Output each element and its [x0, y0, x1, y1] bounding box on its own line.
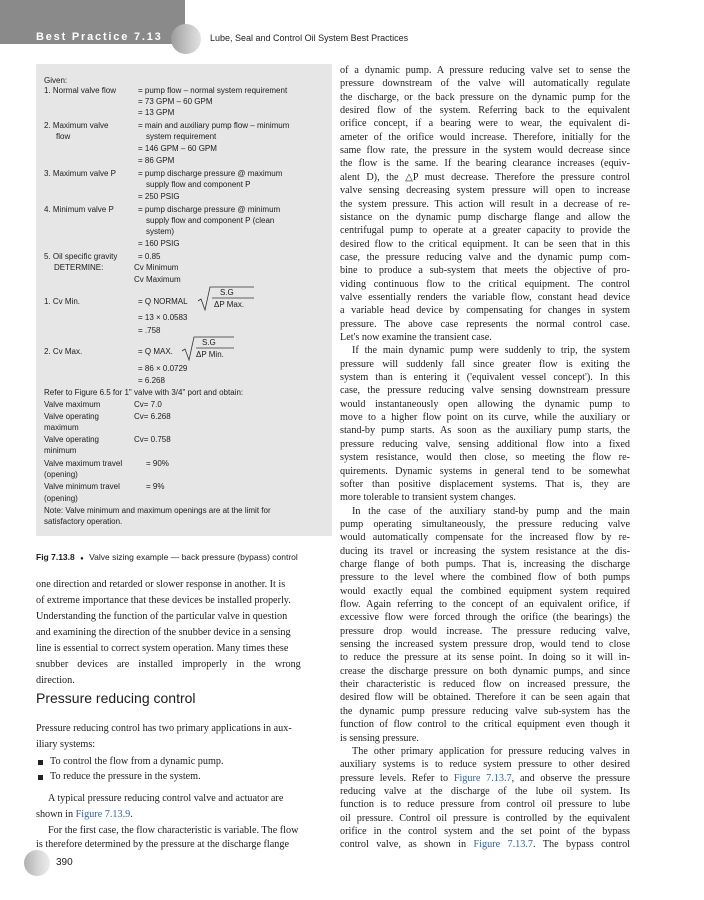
fig-item2-v4: = 86 GPM: [138, 156, 175, 165]
section-heading: Pressure reducing control: [36, 690, 196, 706]
fig-travelmax-v: = 90%: [146, 459, 169, 468]
text-line: ameter of the orifice would increase. Therefore, initially for the: [340, 131, 630, 143]
fig-item4-v4: = 160 PSIG: [138, 239, 180, 248]
text-line: function of flow control to the critical equipment even though it: [340, 719, 630, 731]
text-line: ducing its travel or increasing the system resistance at the dis-: [340, 545, 630, 557]
fig-determine-v1: Cv Minimum: [134, 263, 179, 272]
text-line: flow. Again referring to the concept of an equivalent orifice, if: [340, 599, 630, 610]
text-line: the system pressure. This action will result in a decrease of re-: [340, 198, 630, 210]
text-line: [340, 838, 630, 851]
fig-cvmin-v2: = 13 × 0.0583: [138, 313, 188, 322]
fig-item1-label: 1. Normal valve flow: [44, 86, 117, 95]
fig-travelmin-v: = 9%: [146, 482, 165, 491]
text-line: would automatically compensate for the increased flow by re-: [340, 532, 630, 544]
text-line: would instantaneously open allowing the dynamic pump to: [340, 398, 630, 410]
text-line: orifice concept, if a bearing were to wear, the equivalent di-: [340, 118, 630, 130]
text-line: is therefore determined by the pressure at the discharge flange: [36, 839, 289, 850]
text-line: auxiliary systems is to reduce system pressure to other desired: [340, 759, 630, 771]
text-line: orifice in the control system and the set point of the bypass: [340, 825, 630, 837]
text-segment: , and observe the pressure: [511, 772, 630, 784]
text-segment: shown in: [36, 809, 76, 820]
fig-travelmax-label: Valve maximum travel: [44, 459, 123, 468]
text-line: crease the discharge pressure on both dynamic pumps, and since: [340, 665, 630, 677]
fig-determine-label: DETERMINE:: [54, 263, 104, 272]
text-line: viding continuous flow to the critical equipment. The control: [340, 278, 630, 290]
text-line: pump operating simultaneously, the pressure reducing valve: [340, 518, 630, 530]
text-line: reducing valve at the discharge of the lube oil system. Its: [340, 785, 630, 797]
text-line: If the main dynamic pump were suddenly to trip, the system: [352, 345, 630, 357]
text-line: pressure downstream of the valve will automatically regulate: [340, 78, 630, 90]
bullet-item: To control the flow from a dynamic pump.: [50, 756, 224, 767]
figure-caption: [36, 552, 298, 562]
text-line: the discharge, or the back pressure on the dynamic pump for the: [340, 91, 630, 103]
text-segment: .: [130, 809, 133, 820]
bullet-icon: [38, 760, 43, 765]
text-line: one direction and retarded or slower response in another. It is: [36, 579, 286, 590]
text-line: iliary systems:: [36, 739, 96, 750]
page-number: 390: [56, 857, 73, 868]
fig-item5-v1: = 0.85: [138, 252, 161, 261]
bullet-item: To reduce the pressure in the system.: [50, 771, 201, 782]
fig-valveopmax-label2: maximum: [44, 423, 79, 432]
text-line: move to a higher flow point on its curve, while the auxiliary or: [340, 412, 630, 424]
text-line: the dynamic pump pressure reducing valve sub-system has the: [340, 705, 630, 717]
text-line: pressure to the level where the combined flow of both pumps: [340, 572, 630, 584]
section-tab: [0, 0, 185, 44]
text-line: the flow is the same. If the bearing clearance increases (equiv-: [340, 158, 630, 170]
caption-text: Valve sizing example — back pressure (bypass) control: [89, 552, 298, 562]
fig-cvmax-num: S.G: [202, 338, 216, 347]
header-circle-ornament: [171, 24, 201, 54]
fig-note2: satisfactory operation.: [44, 517, 123, 526]
text-line: and examining the direction of the snubber device in a sensing: [36, 627, 291, 638]
text-line: The other primary application for pressure reducing valves in: [352, 745, 630, 757]
text-line: same flow rate, the pressure in the system would decrease since: [340, 145, 630, 157]
caption-bullet: ●: [80, 556, 84, 562]
text-line: a variable head device by compensating for changes in system: [340, 305, 630, 317]
text-line: excessive flow were forced through the orifice (the bearings) the: [340, 612, 630, 624]
figure-link[interactable]: Figure 7.13.9: [75, 809, 131, 820]
fig-cvmin-den: ΔP Max.: [214, 300, 245, 309]
text-line: function is to reduce pressure from control oil pressure to lube: [340, 799, 630, 811]
text-line: system resistance, would then close, so meeting the flow re-: [340, 452, 630, 464]
fig-refer: Refer to Figure 6.5 for 1" valve with 3/4" port and obtain:: [44, 388, 244, 397]
text-line: alent D), the △P must decrease. Therefore the pressure control: [340, 171, 630, 183]
text-line: desired flow will be obtained. Therefore it can be seen again that: [340, 692, 630, 704]
fig-travelmin-label: Valve minimum travel: [44, 482, 120, 491]
text-line: of extreme importance that these devices be installed properly.: [36, 595, 291, 606]
text-line: [340, 772, 630, 785]
text-line: [36, 808, 133, 821]
text-line: quirements. Dynamic systems in general tend to be somewhat: [340, 465, 630, 477]
text-line: centrifugal pump to operate at a greater capacity to provide the: [340, 225, 630, 237]
section-tab-label: Best Practice 7.13: [36, 31, 163, 43]
fig-valveopmax-label: Valve operating: [44, 412, 99, 421]
fig-valveopmin-v: Cv= 0.758: [134, 435, 171, 444]
text-line: pressure drop would increase. The pressure reducing valve,: [340, 625, 630, 637]
text-line: case, the pressure reducing valve and the dynamic pump com-: [340, 251, 630, 263]
text-line: case, the pressure reducing valve sensing downstream pressure: [340, 385, 630, 397]
text-line: line is essential to correct system operation. Many times these: [36, 643, 289, 654]
fig-cvmax-den: ΔP Min.: [196, 350, 224, 359]
text-line: snubber devices are installed improperly in the wrong: [36, 659, 301, 670]
fig-item3-v3: = 250 PSIG: [138, 192, 180, 201]
fig-item1-v2: = 73 GPM – 60 GPM: [138, 97, 213, 106]
fig-item2-label: 2. Maximum valve: [44, 121, 109, 130]
fig-item4-v1: = pump discharge pressure @ minimum: [138, 205, 281, 214]
fig-cvmin-v1: = Q NORMAL: [138, 297, 188, 306]
fig-cvmax-v2: = 86 × 0.0729: [138, 364, 188, 373]
text-line: softer than positive displacement systems. That is, they are: [340, 478, 630, 490]
figure-panel: [36, 64, 332, 536]
text-segment: control valve, as shown in: [340, 839, 474, 851]
fig-item1-v1: = pump flow – normal system requirement: [138, 86, 288, 95]
fig-valveopmin-label2: minimum: [44, 446, 77, 455]
page-circle-ornament: [24, 850, 50, 876]
text-line: sensing the increased system pressure drop, would tend to close: [340, 639, 630, 651]
caption-label: Fig 7.13.8: [36, 552, 75, 562]
fig-determine-v2: Cv Maximum: [134, 275, 181, 284]
fig-travelmin-label2: (opening): [44, 494, 78, 503]
text-line: pressure. The above case represents the normal control case.: [340, 318, 630, 330]
text-line: desired flow of the system. Referring back to the equivalent: [340, 105, 630, 117]
text-line: pressure will suddenly fall since greater flow is exiting the: [340, 358, 630, 370]
text-line: their characteristic is reduced flow on increased pressure, the: [340, 679, 630, 691]
fig-given: Given:: [44, 76, 68, 85]
fig-cvmin-v3: = .758: [138, 326, 161, 335]
fig-cvmax-label: 2. Cv Max.: [44, 347, 83, 356]
running-title: Lube, Seal and Control Oil System Best Practices: [210, 33, 409, 43]
text-line: Let's now examine the transient case.: [340, 332, 492, 343]
fig-item3-label: 3. Maximum valve P: [44, 169, 117, 178]
text-line: is sensing pressure.: [340, 732, 419, 744]
text-line: stand-by pump starts. As soon as the auxiliary pump starts, the: [340, 425, 630, 437]
text-line: valve sensing decreasing system pressure will open to increase: [340, 185, 630, 197]
figure-link[interactable]: Figure 7.13.7: [473, 839, 533, 851]
text-line: A typical pressure reducing control valve and actuator are: [48, 793, 284, 804]
text-line: direction.: [36, 675, 75, 686]
text-segment: pressure levels. Refer to: [340, 772, 454, 784]
fig-note: Note: Valve minimum and maximum openings are at the limit for: [44, 506, 271, 515]
text-line: bine to produce a sub-system that meets the objective of pro-: [340, 265, 630, 277]
text-line: oil pressure. Control oil pressure is controlled by the equivalent: [340, 812, 630, 824]
text-line: Understanding the function of the particular valve in question: [36, 611, 288, 622]
fig-item2-v1: = main and auxiliary pump flow – minimum: [138, 121, 290, 130]
fig-cvmax-v1: = Q MAX.: [138, 347, 173, 356]
fig-cvmax-v3: = 6.268: [138, 376, 165, 385]
fig-item4-label: 4. Minimum valve P: [44, 205, 114, 214]
fig-item2-label2: flow: [56, 132, 71, 141]
text-line: more tolerable to transient system changes.: [340, 492, 516, 504]
text-line: to reduce the pressure at its sense point. In doing so it will in-: [340, 652, 630, 664]
text-line: charge flange of both pumps. That is, increasing the discharge: [340, 558, 630, 570]
fig-item2-v2: system requirement: [146, 132, 217, 141]
fig-cvmin-num: S.G: [220, 288, 234, 297]
text-line: sistance on the dynamic pump discharge flange and allow the: [340, 211, 630, 223]
fig-item1-v3: = 13 GPM: [138, 108, 175, 117]
fig-item5-label: 5. Oil specific gravity: [44, 252, 118, 261]
bullet-icon: [38, 775, 43, 780]
text-line: would exactly equal the combined equipment system required: [340, 585, 630, 597]
text-line: valve essentially renders the variable flow, constant head device: [340, 291, 630, 303]
text-line: In the case of the auxiliary stand-by pump and the main: [352, 505, 630, 517]
text-line: pressure reducing valve, sensing additional flow into a fixed: [340, 438, 630, 450]
fig-valvemax-v: Cv= 7.0: [134, 400, 162, 409]
fig-valvemax-label: Valve maximum: [44, 400, 101, 409]
fig-valveopmin-label: Valve operating: [44, 435, 99, 444]
fig-travelmax-label2: (opening): [44, 470, 78, 479]
fig-item3-v1: = pump discharge pressure @ maximum: [138, 169, 283, 178]
fig-item4-v2: supply flow and component P (clean: [146, 216, 275, 225]
text-line: of a dynamic pump. A pressure reducing valve set to sense the: [340, 65, 630, 76]
text-line: For the first case, the flow characteristic is variable. The flow: [48, 825, 299, 836]
fig-valveopmax-v: Cv= 6.268: [134, 412, 171, 421]
figure-link[interactable]: Figure 7.13.7: [453, 772, 512, 784]
fig-item4-v3: system): [146, 227, 174, 236]
text-segment: . The bypass control: [533, 839, 631, 851]
text-line: desired flow to the critical equipment. It can be seen that in this: [340, 238, 630, 250]
text-line: Pressure reducing control has two primary applications in aux-: [36, 723, 292, 734]
fig-cvmin-label: 1. Cv Min.: [44, 297, 81, 306]
fig-item2-v3: = 146 GPM – 60 GPM: [138, 144, 217, 153]
text-line: system than is entering it ('equivalent vessel concept'). In this: [340, 372, 630, 384]
fig-item3-v2: supply flow and component P: [146, 180, 251, 189]
